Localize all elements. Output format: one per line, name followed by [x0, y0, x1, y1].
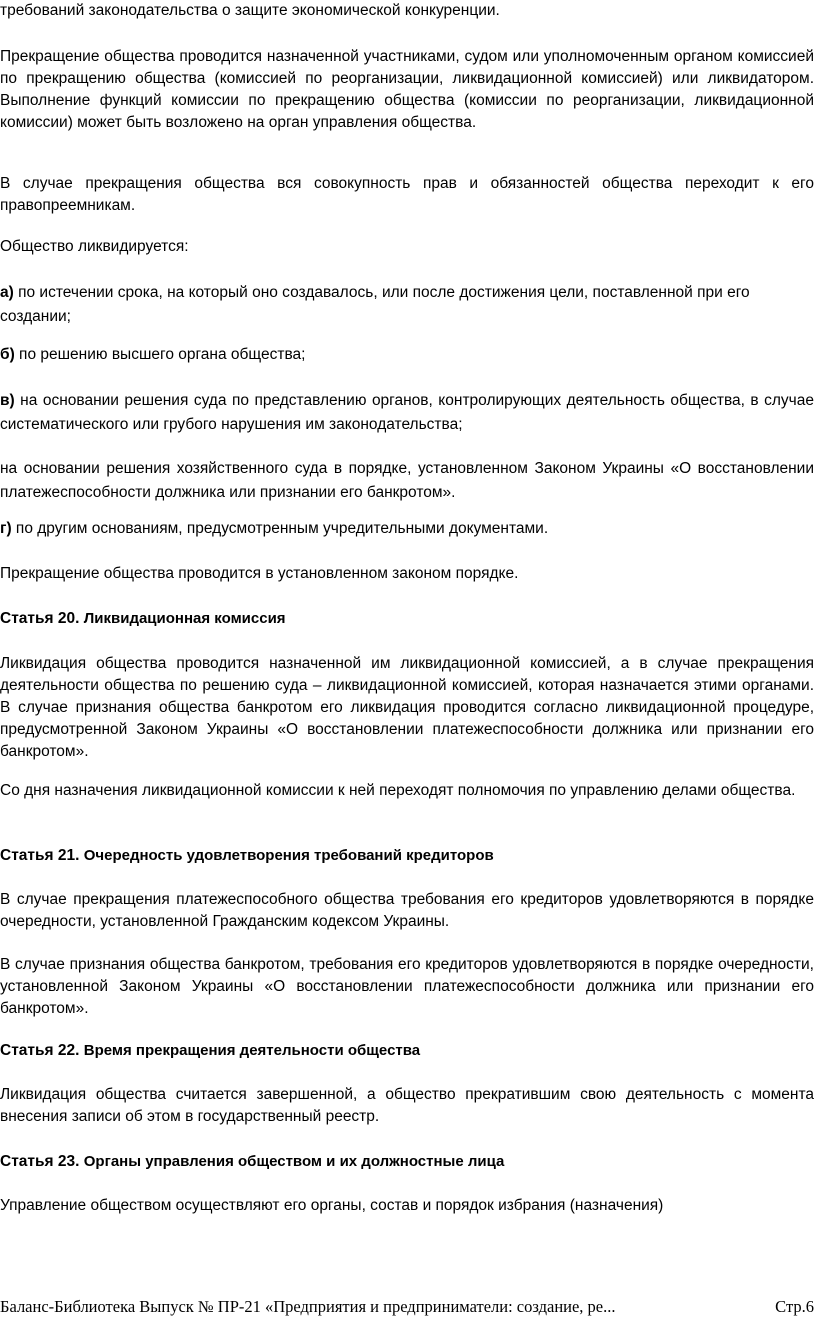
list-item-b [0, 344, 814, 366]
paragraph-liquidated-intro: Общество ликвидируется: [0, 238, 189, 255]
list-item-text: по решению высшего органа общества; [14, 346, 306, 363]
article-title: Время прекращения деятельности общества [83, 1042, 421, 1059]
article-paragraph: Со дня назначения ликвидационной комиссии к ней переходят полномочия по управлению делами общества. [0, 782, 796, 799]
page-number: Стр.6 [775, 1297, 814, 1316]
article-title: Очередность удовлетворения требований кредиторов [83, 847, 494, 864]
list-item-label: в) [0, 392, 15, 409]
article-number: Статья 21. [0, 847, 80, 864]
article-paragraph: Ликвидация общества проводится назначенной им ликвидационной комиссией, а в случае прекращения деятельности общества по решению суда – ликвидационной комиссией, которая назначается этими органами. В случае признания общества банкротом его ликвидация проводится согласно ликвидационной процедуре, предусмотренной Законом Украины «О восстановлении платежеспособности должника или признании его банкротом». [0, 655, 814, 760]
article-number: Статья 23. [0, 1153, 80, 1170]
article-number: Статья 22. [0, 1042, 80, 1059]
list-item-v [0, 389, 814, 437]
page-footer [0, 1296, 816, 1318]
article-title: Органы управления обществом и их должностные лица [83, 1153, 505, 1170]
paragraph-court: на основании решения хозяйственного суда в порядке, установленном Законом Украины «О восстановлении платежеспособности должника или признании его банкротом». [0, 460, 814, 501]
paragraph-termination: Прекращение общества проводится назначенной участниками, судом или уполномоченным органом комиссией по прекращению общества (комиссией по реорганизации, ликвидационной комиссией) или ликвидатором. Выполнение функций комиссии по прекращению общества (комиссии по реорганизации, ликвидационной комиссии) может быть возложено на орган управления общества. [0, 48, 814, 131]
list-item-label: г) [0, 520, 12, 537]
list-item-text: на основании решения суда по представлению органов, контролирующих деятельность общества, в случае систематического или грубого нарушения им законодательства; [0, 392, 814, 433]
article-number: Статья 20. [0, 610, 80, 627]
article-heading [0, 608, 286, 630]
article-title: Ликвидационная комиссия [83, 610, 286, 627]
paragraph-procedure: Прекращение общества проводится в установленном законом порядке. [0, 565, 519, 582]
paragraph-intro: требований законодательства о защите экономической конкуренции. [0, 2, 500, 19]
list-item-text: по истечении срока, на который оно создавалось, или после достижения цели, поставленной при его создании; [0, 284, 750, 325]
article-paragraph: Ликвидация общества считается завершенной, а общество прекратившим свою деятельность с момента внесения записи об этом в государственный реестр. [0, 1086, 814, 1125]
article-paragraph: В случае признания общества банкротом, требования его кредиторов удовлетворяются в порядке очередности, установленной Законом Украины «О восстановлении платежеспособности должника или признании его банкротом». [0, 956, 814, 1017]
list-item-label: б) [0, 346, 15, 363]
list-item-a [0, 281, 814, 329]
article-heading [0, 845, 494, 867]
paragraph-succession: В случае прекращения общества вся совокупность прав и обязанностей общества переходит к его правопреемникам. [0, 175, 814, 214]
article-heading [0, 1040, 420, 1062]
list-item-label: а) [0, 284, 14, 301]
list-item-g [0, 518, 814, 540]
article-paragraph: Управление обществом осуществляют его органы, состав и порядок избрания (назначения) [0, 1197, 664, 1214]
article-heading [0, 1151, 504, 1173]
list-item-text: по другим основаниям, предусмотренным учредительными документами. [11, 520, 549, 537]
footer-text: Баланс-Библиотека Выпуск № ПР-21 «Предприятия и предприниматели: создание, ре... [0, 1297, 616, 1316]
article-paragraph: В случае прекращения платежеспособного общества требования его кредиторов удовлетворяются в порядке очередности, установленной Гражданским кодексом Украины. [0, 891, 814, 930]
